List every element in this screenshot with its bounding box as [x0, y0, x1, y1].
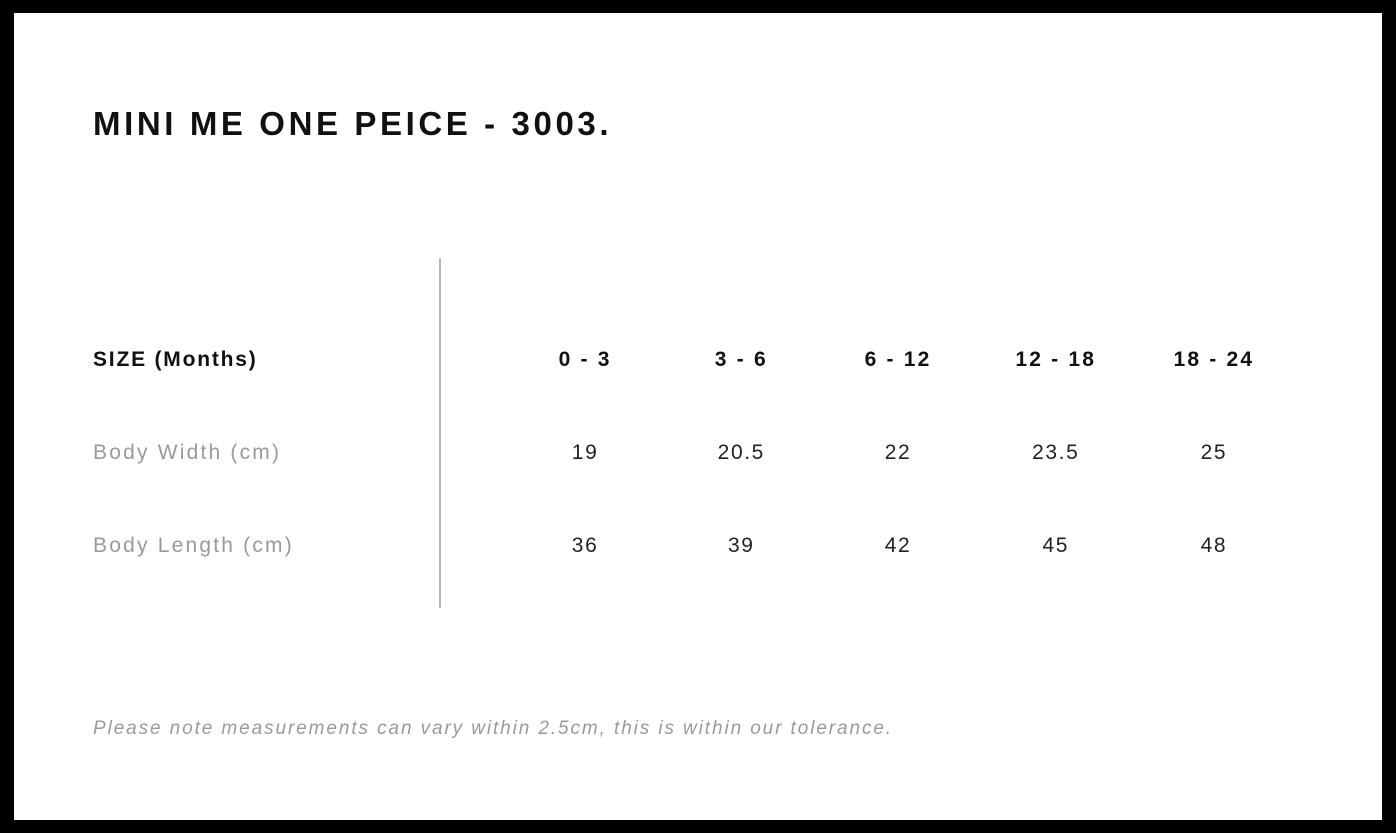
- table-row: [93, 499, 1293, 592]
- body-length-6-12: 42: [884, 533, 912, 557]
- body-width-3-6: 20.5: [717, 440, 765, 464]
- header-size-6-12: 6 - 12: [864, 347, 932, 371]
- table-header-row: [93, 313, 1293, 406]
- header-size-18-24: 18 - 24: [1173, 347, 1255, 371]
- tolerance-note: Please note measurements can vary within 2.5cm, this is within our tolerance.: [93, 718, 893, 739]
- size-chart-page: [14, 13, 1382, 820]
- header-size-0-3: 0 - 3: [558, 347, 612, 371]
- row-label-body-width: Body Width (cm): [93, 440, 282, 464]
- table-row: [93, 406, 1293, 499]
- body-width-12-18: 23.5: [1032, 440, 1080, 464]
- body-width-0-3: 19: [571, 440, 599, 464]
- page-title: MINI ME ONE PEICE - 3003.: [93, 105, 613, 142]
- header-size-label: SIZE (Months): [93, 347, 258, 371]
- body-length-18-24: 48: [1200, 533, 1228, 557]
- body-width-18-24: 25: [1200, 440, 1228, 464]
- body-length-3-6: 39: [728, 533, 755, 557]
- body-length-0-3: 36: [571, 533, 599, 557]
- header-size-3-6: 3 - 6: [714, 347, 768, 371]
- body-length-12-18: 45: [1042, 533, 1069, 557]
- row-label-body-length: Body Length (cm): [93, 533, 294, 557]
- size-chart-table: [93, 313, 1293, 592]
- body-width-6-12: 22: [884, 440, 912, 464]
- header-size-12-18: 12 - 18: [1015, 347, 1097, 371]
